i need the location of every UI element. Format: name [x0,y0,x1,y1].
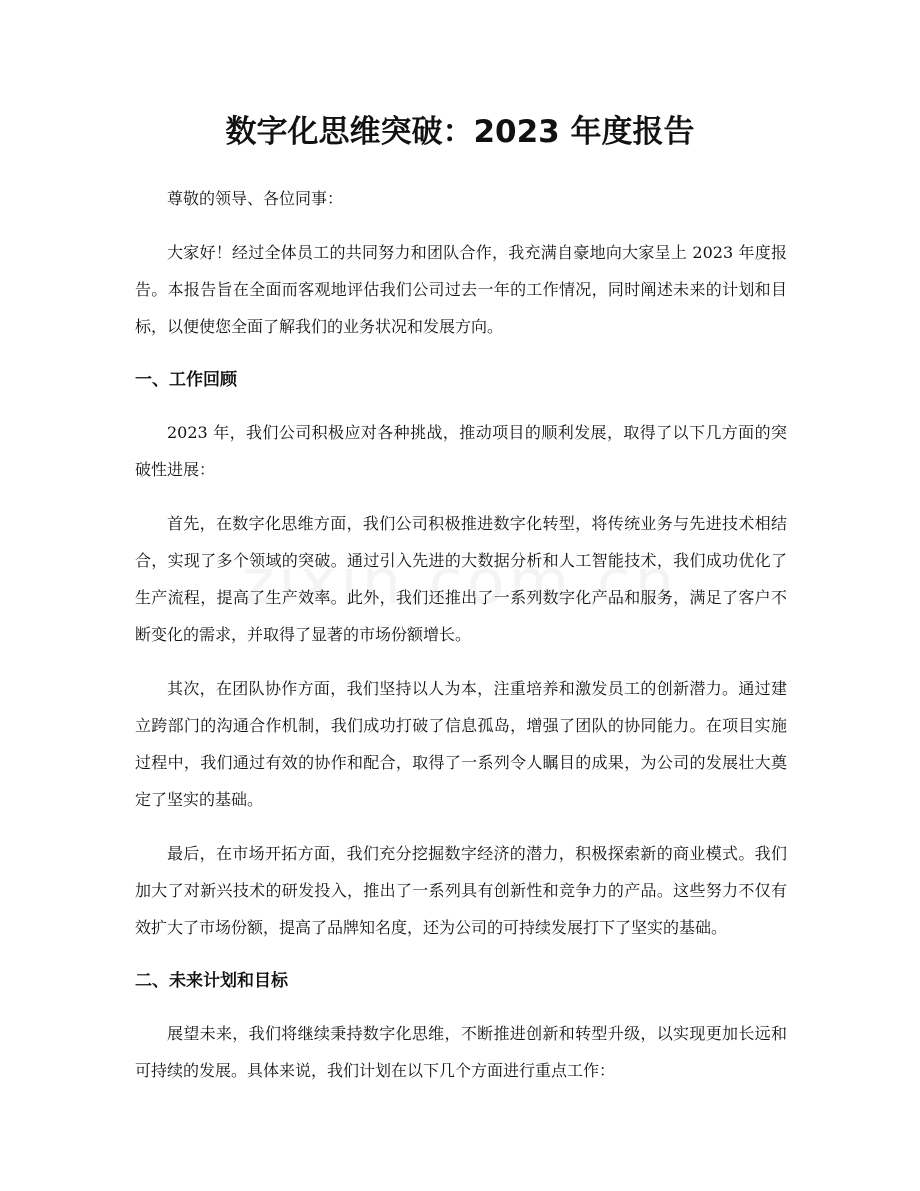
review-paragraph-3: 其次，在团队协作方面，我们坚持以人为本，注重培养和激发员工的创新潜力。通过建立跨部门的沟通合作机制，我们成功打破了信息孤岛，增强了团队的协同能力。在项目实施过程中，我们通过有效的协作和配合，取得了一系列令人瞩目的成果，为公司的发展壮大奠定了坚实的基础。 [135,679,787,809]
section-heading-plans: 二、未来计划和目标 [135,971,288,991]
section-heading-review: 一、工作回顾 [135,370,237,390]
intro-paragraph: 大家好！经过全体员工的共同努力和团队合作，我充满自豪地向大家呈上 2023 年度报告。本报告旨在全面而客观地评估我们公司过去一年的工作情况，同时阐述未来的计划和目标，以便使您全面了解我们的业务状况和发展方向。 [135,243,787,336]
review-paragraph-1: 2023 年，我们公司积极应对各种挑战，推动项目的顺利发展，取得了以下几方面的突破性进展： [135,423,787,479]
document-body [135,180,787,1106]
review-paragraph-4: 最后，在市场开拓方面，我们充分挖掘数字经济的潜力，积极探索新的商业模式。我们加大了对新兴技术的研发投入，推出了一系列具有创新性和竞争力的产品。这些努力不仅有效扩大了市场份额，提高了品牌知名度，还为公司的可持续发展打下了坚实的基础。 [135,844,787,937]
salutation: 尊敬的领导、各位同事： [167,189,344,208]
review-paragraph-2: 首先，在数字化思维方面，我们公司积极推进数字化转型，将传统业务与先进技术相结合，实现了多个领域的突破。通过引入先进的大数据分析和人工智能技术，我们成功优化了生产流程，提高了生产效率。此外，我们还推出了一系列数字化产品和服务，满足了客户不断变化的需求，并取得了显著的市场份额增长。 [135,514,787,644]
document-title: 数字化思维突破：2023 年度报告 [225,114,695,150]
plans-paragraph-1: 展望未来，我们将继续秉持数字化思维，不断推进创新和转型升级，以实现更加长远和可持续的发展。具体来说，我们计划在以下几个方面进行重点工作： [135,1024,787,1080]
